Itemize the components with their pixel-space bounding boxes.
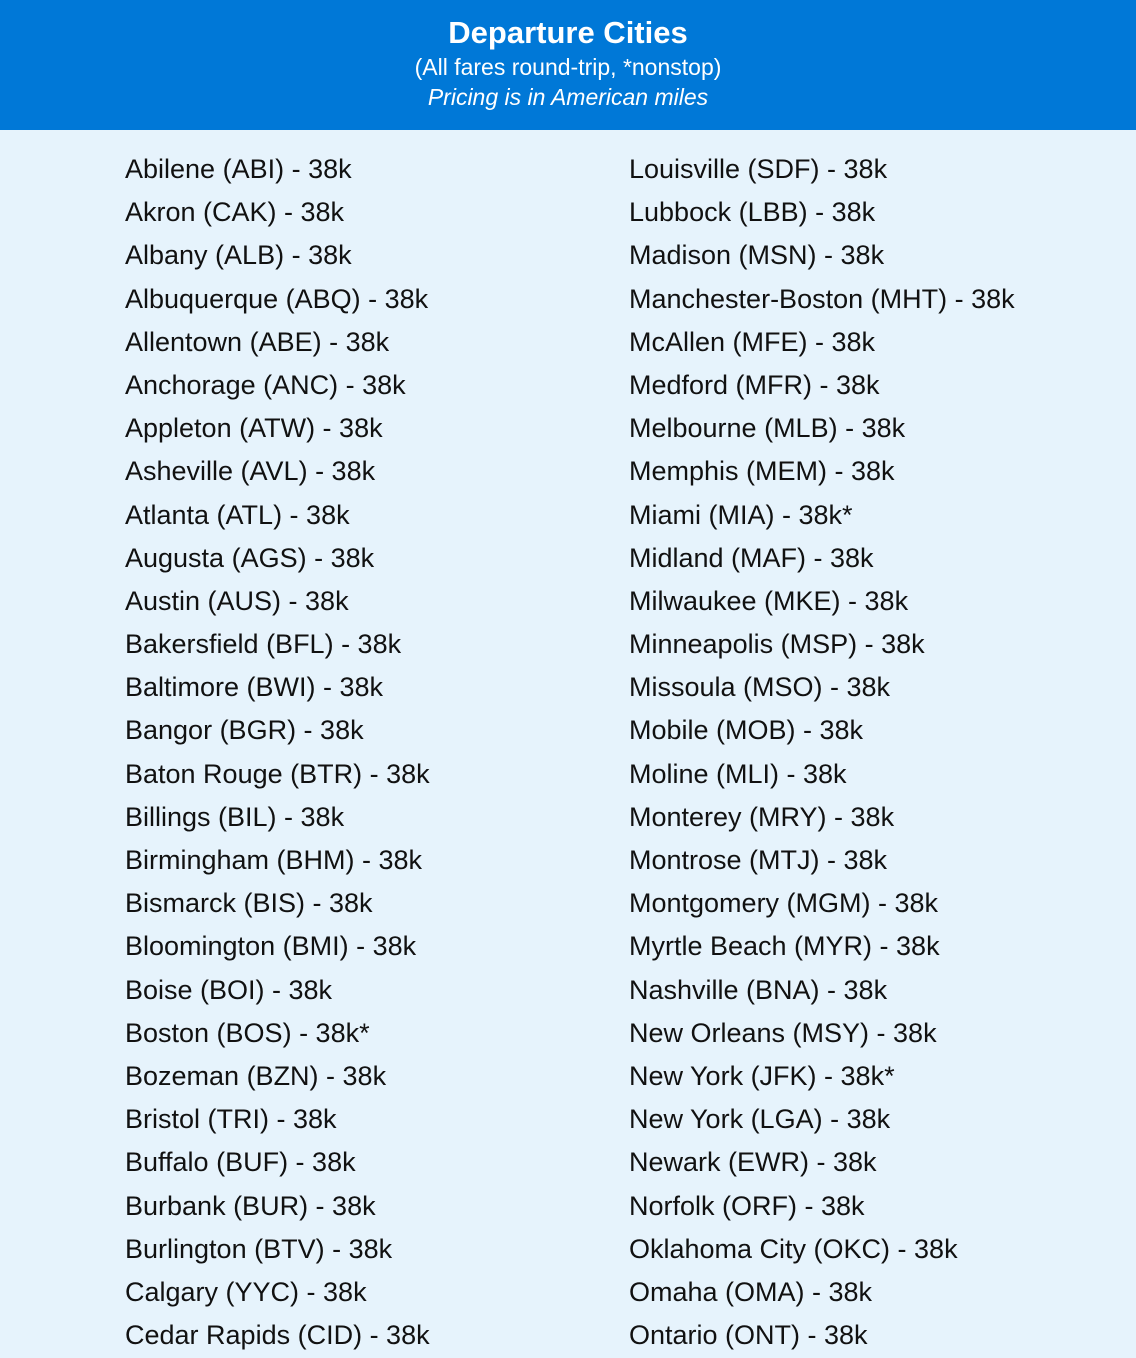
city-list-item: Manchester-Boston (MHT) - 38k <box>629 283 1015 314</box>
city-list-item: Appleton (ATW) - 38k <box>125 413 383 444</box>
city-list-item: Anchorage (ANC) - 38k <box>125 369 406 400</box>
city-list-item: Missoula (MSO) - 38k <box>629 672 891 703</box>
city-list-item: Myrtle Beach (MYR) - 38k <box>629 931 940 962</box>
city-list-item: Bloomington (BMI) - 38k <box>125 931 417 962</box>
city-list-item: Norfolk (ORF) - 38k <box>629 1190 865 1221</box>
city-list-item: Memphis (MEM) - 38k <box>629 456 895 487</box>
city-list-item: Birmingham (BHM) - 38k <box>125 845 423 875</box>
city-list-item: Bristol (TRI) - 38k <box>125 1104 337 1135</box>
city-list-item: Bozeman (BZN) - 38k <box>125 1060 387 1091</box>
city-list-item: Abilene (ABI) - 38k <box>125 154 352 184</box>
city-list-item: Albany (ALB) - 38k <box>125 240 352 271</box>
city-list-item: Asheville (AVL) - 38k <box>125 456 376 487</box>
city-list-item: Lubbock (LBB) - 38k <box>629 197 876 228</box>
city-list-item: Baltimore (BWI) - 38k <box>125 672 384 703</box>
city-list-item: Allentown (ABE) - 38k <box>125 326 390 357</box>
city-list-item: Madison (MSN) - 38k <box>629 240 885 271</box>
city-list-item: Melbourne (MLB) - 38k <box>629 413 906 444</box>
city-list-item: Buffalo (BUF) - 38k <box>125 1147 356 1178</box>
city-list-item: Minneapolis (MSP) - 38k <box>629 629 925 660</box>
city-list-item: New York (JFK) - 38k* <box>629 1060 895 1091</box>
city-list-item: Billings (BIL) - 38k <box>125 801 345 832</box>
city-list-item: Omaha (OMA) - 38k <box>629 1276 873 1307</box>
city-list-item: Albuquerque (ABQ) - 38k <box>125 283 429 314</box>
city-list-item: Baton Rouge (BTR) - 38k <box>125 758 430 789</box>
city-list-item: Augusta (AGS) - 38k <box>125 542 375 573</box>
city-list-item: Montrose (MTJ) - 38k <box>629 845 888 875</box>
city-list-item: Austin (AUS) - 38k <box>125 585 349 616</box>
city-list-item: New York (LGA) - 38k <box>629 1104 891 1135</box>
city-list-item: New Orleans (MSY) - 38k <box>629 1017 937 1048</box>
city-list-item: Cedar Rapids (CID) - 38k <box>125 1320 430 1351</box>
city-list-item: Milwaukee (MKE) - 38k <box>629 585 909 616</box>
city-list-item: Miami (MIA) - 38k* <box>629 499 853 530</box>
city-list-item: Bismarck (BIS) - 38k <box>125 888 373 919</box>
city-list-item: Moline (MLI) - 38k <box>629 758 847 789</box>
city-list-item: Montgomery (MGM) - 38k <box>629 888 939 919</box>
city-list-item: Medford (MFR) - 38k <box>629 369 880 400</box>
city-list-item: Nashville (BNA) - 38k <box>629 974 888 1005</box>
header-banner <box>0 0 1136 130</box>
city-list-item: Bakersfield (BFL) - 38k <box>125 629 402 660</box>
city-list-item: Louisville (SDF) - 38k <box>629 154 888 184</box>
city-list-item: Atlanta (ATL) - 38k <box>125 499 350 530</box>
city-list-item: Akron (CAK) - 38k <box>125 197 345 228</box>
city-list-item: Boston (BOS) - 38k* <box>125 1017 370 1048</box>
city-list-item: Burlington (BTV) - 38k <box>125 1233 393 1264</box>
city-list-right <box>629 148 1015 1357</box>
city-list-item: Burbank (BUR) - 38k <box>125 1190 376 1221</box>
city-list-item: Midland (MAF) - 38k <box>629 542 874 573</box>
city-list-item: Monterey (MRY) - 38k <box>629 801 895 832</box>
city-list-item: Calgary (YYC) - 38k <box>125 1276 367 1307</box>
city-list-item: McAllen (MFE) - 38k <box>629 326 876 357</box>
city-list-item: Mobile (MOB) - 38k <box>629 715 864 746</box>
city-list-item: Oklahoma City (OKC) - 38k <box>629 1233 958 1264</box>
city-list-item: Newark (EWR) - 38k <box>629 1147 877 1178</box>
city-list-left <box>125 148 430 1357</box>
page-subtitle: (All fares round-trip, *nonstop) <box>414 54 722 80</box>
city-list-item: Bangor (BGR) - 38k <box>125 715 364 746</box>
city-list-item: Boise (BOI) - 38k <box>125 974 333 1005</box>
pricing-note: Pricing is in American miles <box>427 84 709 110</box>
city-list-item: Ontario (ONT) - 38k <box>629 1320 868 1351</box>
page-title: Departure Cities <box>448 15 688 50</box>
